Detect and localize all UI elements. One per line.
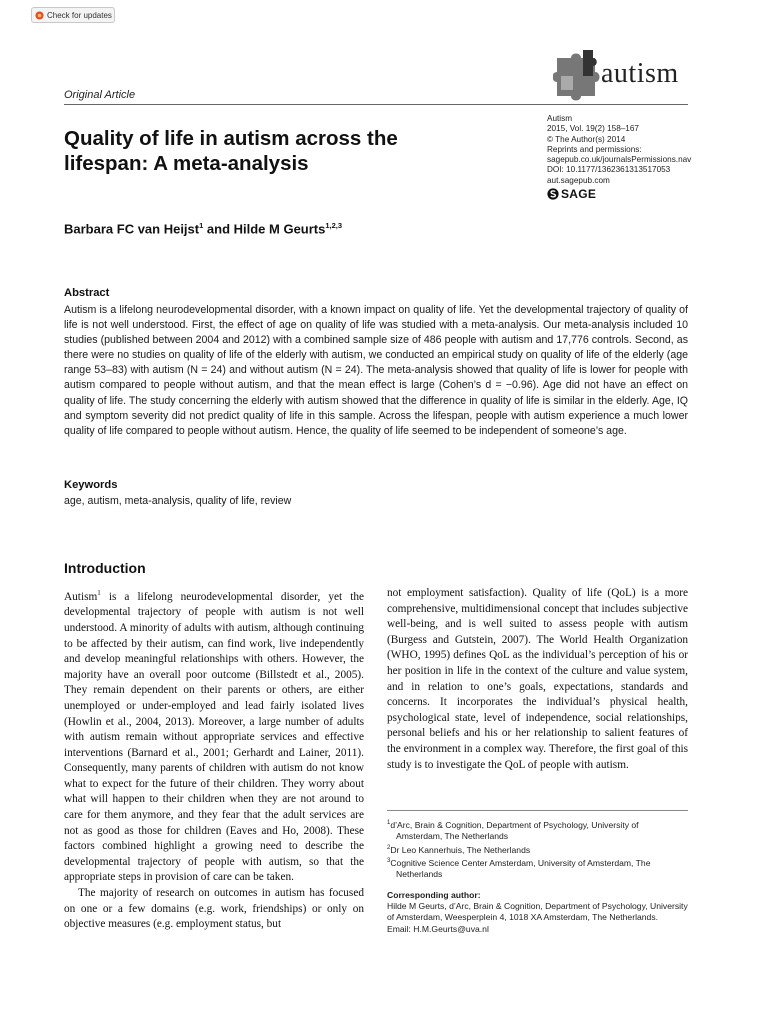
meta-permissions-link[interactable]: sagepub.co.uk/journalsPermissions.nav — [547, 155, 692, 165]
author-affiliation: 1 — [199, 221, 204, 230]
affiliation-note — [387, 843, 688, 856]
affiliation-text: Dr Leo Kannerhuis, The Netherlands — [390, 844, 531, 855]
affiliation-text: Netherlands — [396, 869, 443, 880]
footnote-marker[interactable]: 1 — [97, 589, 101, 597]
affiliation-number: 3 — [387, 857, 391, 864]
body-paragraph: The majority of research on outcomes in autism has focused on one or a few domains (e.g. work, friendships) or only on objective measures (e.g. employment status, but — [64, 887, 364, 931]
footnotes — [387, 818, 688, 935]
affiliation-text: Cognitive Science Center Amsterdam, University of Amsterdam, The — [390, 857, 651, 868]
article-title: Quality of life in autism across the lifespan: A meta-analysis — [64, 127, 398, 175]
affiliation-note — [387, 856, 688, 881]
corresponding-author-heading: Corresponding author: — [387, 889, 481, 900]
body-paragraph — [64, 586, 364, 886]
body-text: Autism — [64, 590, 98, 603]
body-column-left — [64, 586, 364, 933]
keywords-heading: Keywords — [64, 479, 118, 491]
publisher-name: SAGE — [561, 186, 597, 201]
body-text: is a lifelong neurodevelopmental disorder, yet the developmental trajectory of people with autism is not well understood. A minority of adults with autism, although continuing to be affected by their autism, can find work, live independently and develop meaningful relationships with others. However, the majority have an overall poor outcome (Billstedt et al., 2005). They remain dependent on their parents or others, are either unemployed or under-employed and lead fairly isolated lives (Howlin et al., 2004, 2013). Moreover, a large number of adults with autism remain without appropriate services and effective interventions (Barnard et al., 2001; Gerhardt and Lainer, 2011). Consequently, many parents of children with autism do not know what to expect for the future of their children. They worry about what will happen to their children when they are not around to care for them anymore, and they fear that the adult services are not as good as those for children (Eaves and Ho, 2008). These factors combined highlight a growing need to describe the developmental trajectory of people with autism, so that the appropriate steps in provision of care can be taken. — [64, 590, 364, 884]
author-affiliation: 1,2,3 — [325, 221, 343, 230]
body-column-right — [387, 586, 688, 773]
abstract-heading: Abstract — [64, 287, 110, 299]
meta-journal-name: Autism — [547, 114, 573, 123]
publisher-logo — [547, 188, 707, 200]
author-name: Hilde M Geurts — [233, 221, 326, 237]
check-for-updates-button[interactable] — [31, 7, 115, 23]
author-list — [64, 221, 342, 236]
affiliation-note — [387, 818, 688, 843]
journal-logo — [553, 44, 688, 104]
header-rule — [64, 104, 688, 105]
sage-s-icon — [547, 188, 559, 200]
abstract-text: Autism is a lifelong neurodevelopmental disorder, with a known impact on quality of life. Yet the developmental trajectory of quality of life is not well understood. First, the effect of age on quality of life was studied with a meta-analysis. Our meta-analysis included 10 studies (published between 2004 and 2012) with a combined sample size of 486 people with autism and 17,776 controls. Second, as there were no studies on quality of life of the elderly with autism, we conducted an empirical study on quality of life of the elderly (age range 53–83) with autism (N = 24) and without autism (N = 24). The meta-analysis showed that quality of life is lower for people with autism compared to people without autism, and that the mean effect is large (Cohen’s d = −0.96). Age did not have an effect on quality of life. The study concerning the elderly with autism showed that the difference in quality of life is similar in the elderly. Age, IQ and symptom severity did not predict quality of life in this sample. Across the lifespan, people with autism experience a much lower quality of life compared to people without autism. Hence, the quality of life seemed to be independent of someone’s age. — [64, 304, 688, 437]
corresponding-author-email[interactable]: Email: H.M.Geurts@uva.nl — [387, 923, 489, 934]
author-connector: and — [203, 221, 234, 237]
meta-volume: 2015, Vol. 19(2) 158–167 — [547, 124, 639, 134]
update-badge-icon — [35, 11, 44, 20]
check-for-updates-label: Check for updates — [47, 10, 112, 20]
corresponding-author-text: Hilde M Geurts, d’Arc, Brain & Cognition, Department of Psychology, University of Amsterdam, Weesperplein 4, 1018 XA Amsterdam, The Netherlands. — [387, 901, 688, 923]
affiliation-text: Amsterdam, The Netherlands — [396, 831, 509, 842]
journal-wordmark: autism — [601, 58, 679, 89]
meta-copyright: © The Author(s) 2014 — [547, 134, 626, 144]
affiliation-number: 2 — [387, 844, 391, 851]
author-name: Barbara FC van Heijst — [64, 221, 200, 237]
body-paragraph: not employment satisfaction). Quality of life (QoL) is a more comprehensive, multidimensional concept that includes subjective well-being, and is well suited to assess people with autism (Burgess and Gutstein, 2007). The World Health Organization (WHO, 1995) defines QoL as the individual’s perception of his or her position in life in the context of the culture and value system, and in relation to one’s goals, expectations, standards and concerns. It incorporates the individual’s physical health, psychological state, level of independence, social relationships, personal beliefs and his or her relationship to salient features of the environment in a complex way. Therefore, the first goal of this study is to investigate the QoL of people with autism. — [387, 587, 688, 771]
keywords-text: age, autism, meta-analysis, quality of life, review — [64, 495, 292, 507]
affiliation-text: d’Arc, Brain & Cognition, Department of Psychology, University of — [390, 819, 639, 830]
article-type: Original Article — [64, 89, 136, 101]
footnote-rule — [387, 810, 688, 811]
introduction-heading: Introduction — [64, 560, 146, 576]
journal-meta — [547, 114, 707, 200]
affiliation-number: 1 — [387, 820, 391, 826]
meta-site-link[interactable]: aut.sagepub.com — [547, 175, 610, 185]
meta-doi[interactable]: DOI: 10.1177/1362361313517053 — [547, 165, 671, 175]
meta-reprints-label: Reprints and permissions: — [547, 144, 642, 154]
